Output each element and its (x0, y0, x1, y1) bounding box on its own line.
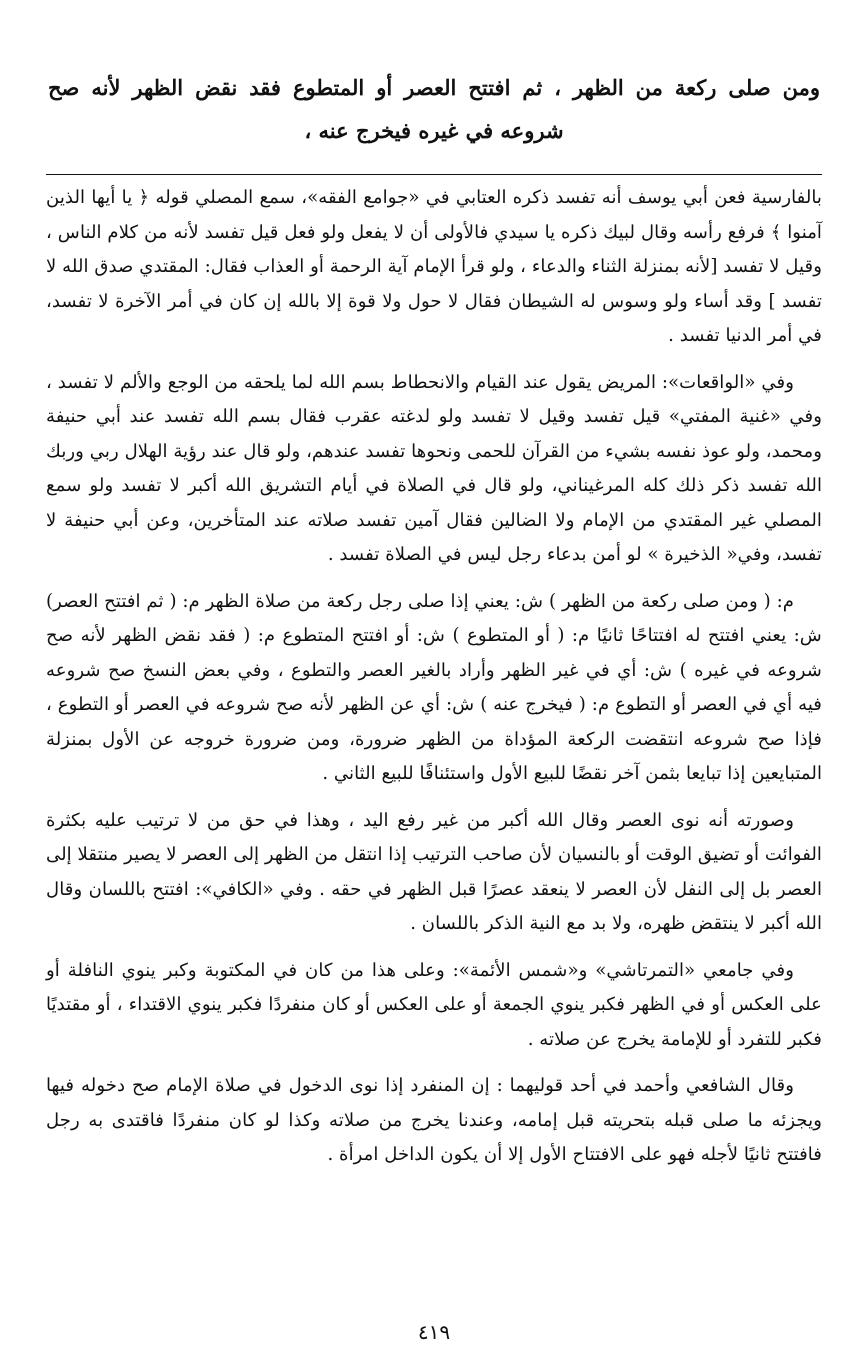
paragraph-2: وفي «الواقعات»: المريض يقول عند القيام والانحطاط بسم الله لما يلحقه من الوجع والألم لا تفسد ، وفي «غنية المفتي» قيل تفسد وقيل لا تفسد ولو لدغته عقرب فقال بسم الله تفسد عند أبي حنيفة ومحمد، ولو عوذ نفسه بشيء من القرآن للحمى ونحوها تفسد عندهم، ولو قال عند رؤية الهلال ربي وربك الله تفسد ذكر ذلك كله المرغيناني، ولو قال في الصلاة في أيام التشريق الله أكبر لا تفسد ولو سمع المصلي غير المقتدي من الإمام ولا الضالين فقال آمين تفسد صلاته عند المتأخرين، وعن أبي حنيفة لا تفسد، وفي« الذخيرة » لو أمن بدعاء رجل ليس في الصلاة تفسد . (46, 371, 822, 565)
matn-text: ومن صلى ركعة من الظهر ، ثم افتتح العصر أو المتطوع فقد نقض الظهر لأنه صح شروعه في غيره فيخرج عنه ، (48, 75, 820, 143)
paragraph-1: بالفارسية فعن أبي يوسف أنه تفسد ذكره العتابي في «جوامع الفقه»، سمع المصلي قوله ﴿ يا أيها الذين آمنوا ﴾ فرفع رأسه وقال لبيك ذكره يا سيدي فالأولى أن لا يفعل ولو فعل قيل تفسد لأنه من كلام الناس ، وقيل لا تفسد [لأنه بمنزلة الثناء والدعاء ، ولو قرأ الإمام آية الرحمة أو العذاب فقال: المقتدي صدق الله لا تفسد ] وقد أساء ولو وسوس له الشيطان فقال لا حول ولا قوة إلا بالله إن كان في أمر الآخرة لا تفسد، في أمر الدنيا تفسد . (46, 187, 822, 346)
document-page (46, 66, 822, 1185)
paragraph-4: وصورته أنه نوى العصر وقال الله أكبر من غير رفع اليد ، وهذا في حق من لا ترتيب عليه بكثرة الفوائت أو تضيق الوقت أو بالنسيان لأن صاحب الترتيب إذا انتقل من الظهر إلى العصر لا يصير منتقلا إلى العصر بل إلى النفل لأن العصر لا ينعقد عصرًا قبل الظهر في حقه . وفي «الكافي»: افتتح باللسان وقال الله أكبر لا ينتقض ظهره، ولا بد مع النية الذكر باللسان . (45, 809, 822, 934)
paragraph-6: وقال الشافعي وأحمد في أحد قوليهما : إن المنفرد إذا نوى الدخول في صلاة الإمام صح دخوله فيها ويجزئه ما صلى قبله بتحريته قبل إمامه، وعندنا يخرج من صلاته وكذا لو كان منفردًا فاقتدى به رجل فافتتح ثانيًا لأجله فهو على الافتتاح الأول إلا أن يكون الداخل امرأة . (46, 1075, 822, 1165)
page-number: ٤١٩ (417, 1320, 451, 1344)
separator-rule (46, 174, 822, 175)
paragraph-5: وفي جامعي «التمرتاشي» و«شمس الأئمة»: وعلى هذا من كان في المكتوبة وكبر ينوي النافلة أو على العكس أو في الظهر فكبر ينوي الجمعة أو على العكس أو كان منفردًا فكبر ينوي الاقتداء ، أو مقتديًا فكبر للتفرد أو للإمامة يخرج عن صلاته . (46, 959, 822, 1050)
paragraph-3: م: ( ومن صلى ركعة من الظهر ) ش: يعني إذا صلى رجل ركعة من صلاة الظهر م: ( ثم افتتح العصر) ش: يعني افتتح له افتتاحًا ثانيًا م: ( أو المتطوع ) ش: أو افتتح المتطوع م: ( فقد نقض الظهر لأنه صح شروعه في غيره ) ش: أي في غير الظهر وأراد بالغير العصر والتطوع ، وفي بعض النسخ صح شروعه فيه أي في العصر أو التطوع م: ( فيخرج عنه ) ش: أي عن الظهر لأنه صح شروعه في العصر أو التطوع ، فإذا صح شروعه انتقضت الركعة المؤداة من الظهر ضرورة، ومن ضرورة خروجه عن الأول بمنزلة المتبايعين إذا تبايعا بثمن آخر نقضًا للبيع الأول واستئنافًا للبيع الثاني . (46, 590, 822, 784)
